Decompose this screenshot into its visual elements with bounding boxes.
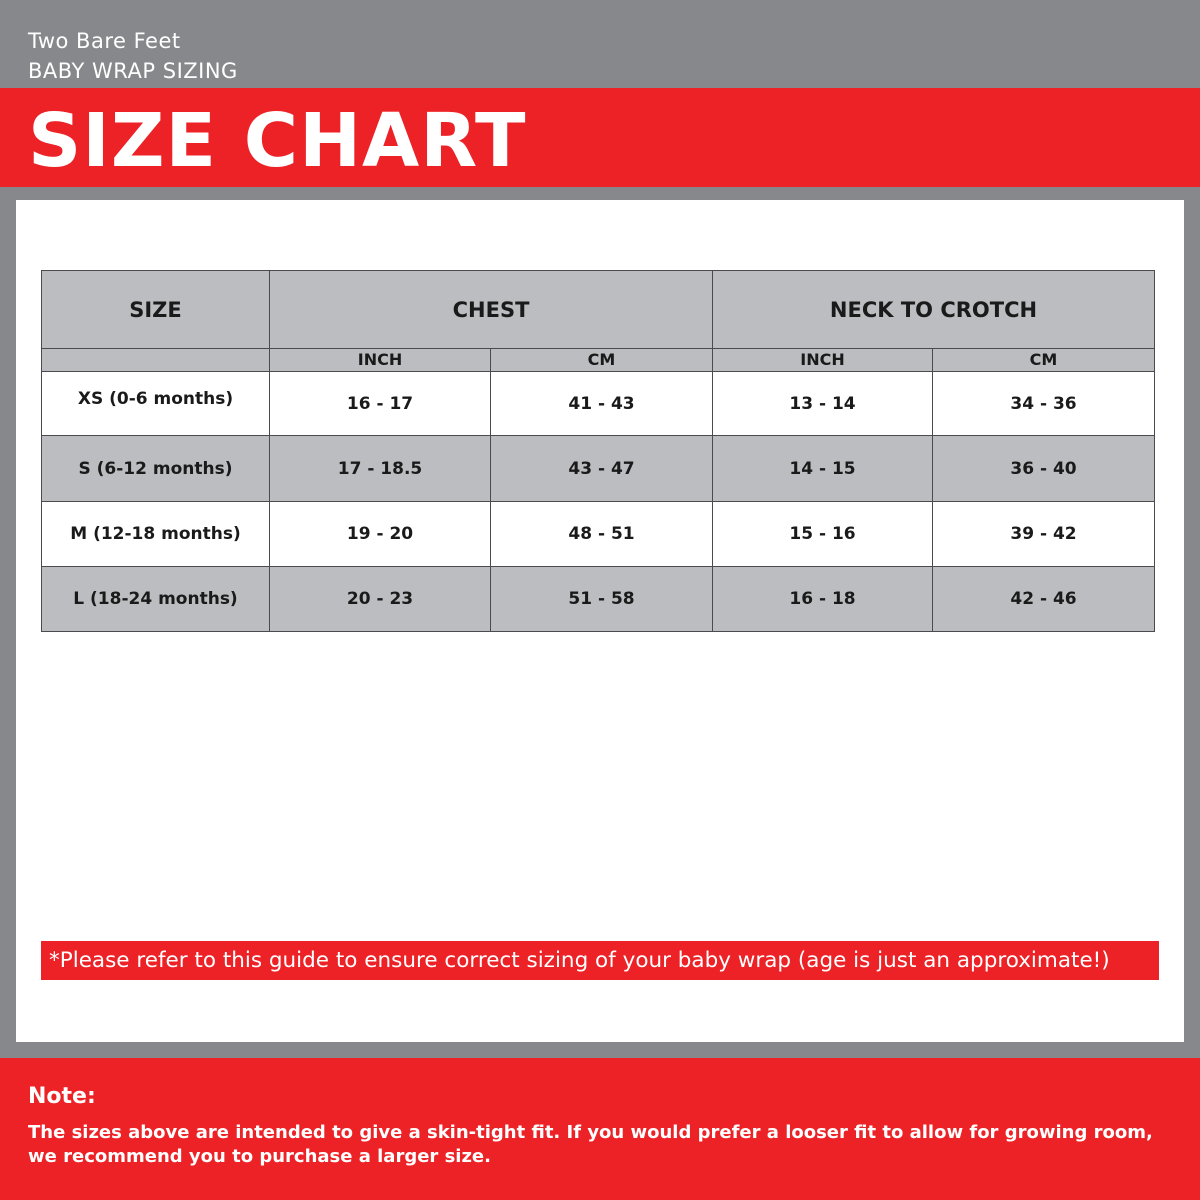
ntc-inch-cell: 13 - 14 [713, 372, 933, 436]
ntc-cm-cell: 42 - 46 [933, 567, 1155, 632]
chest-cm-cell: 48 - 51 [491, 502, 713, 567]
table-unit-row [42, 349, 1155, 372]
header-neck-to-crotch: NECK TO CROTCH [713, 271, 1155, 349]
table-row [42, 502, 1155, 567]
chest-inch-cell: 20 - 23 [270, 567, 491, 632]
ntc-inch-cell: 16 - 18 [713, 567, 933, 632]
unit-ntc-inch: INCH [713, 349, 933, 372]
ntc-cm-cell: 39 - 42 [933, 502, 1155, 567]
note-title: Note: [28, 1084, 96, 1109]
page-title: SIZE CHART [28, 98, 527, 184]
size-cell: M (12-18 months) [42, 502, 270, 567]
note-text: The sizes above are intended to give a skin-tight fit. If you would prefer a looser fit to allow for growing room, we recommend you to purchase a larger size. [28, 1122, 1153, 1167]
chest-inch-cell: 19 - 20 [270, 502, 491, 567]
unit-ntc-cm: CM [933, 349, 1155, 372]
table-row [42, 567, 1155, 632]
size-table [41, 270, 1155, 632]
table-header-row [42, 271, 1155, 349]
size-cell: XS (0-6 months) [42, 372, 270, 436]
chest-cm-cell: 51 - 58 [491, 567, 713, 632]
unit-chest-cm: CM [491, 349, 713, 372]
header-chest: CHEST [270, 271, 713, 349]
brand-subtitle: BABY WRAP SIZING [28, 59, 238, 83]
ntc-cm-cell: 34 - 36 [933, 372, 1155, 436]
unit-empty [42, 349, 270, 372]
chest-inch-cell: 17 - 18.5 [270, 436, 491, 502]
size-cell: L (18-24 months) [42, 567, 270, 632]
ntc-inch-cell: 15 - 16 [713, 502, 933, 567]
header-size: SIZE [42, 271, 270, 349]
ntc-inch-cell: 14 - 15 [713, 436, 933, 502]
brand-name: Two Bare Feet [28, 29, 181, 53]
table-row [42, 436, 1155, 502]
unit-chest-inch: INCH [270, 349, 491, 372]
chest-cm-cell: 41 - 43 [491, 372, 713, 436]
brand-block [28, 26, 238, 86]
chest-cm-cell: 43 - 47 [491, 436, 713, 502]
ntc-cm-cell: 36 - 40 [933, 436, 1155, 502]
size-cell: S (6-12 months) [42, 436, 270, 502]
chest-inch-cell: 16 - 17 [270, 372, 491, 436]
table-row [42, 372, 1155, 436]
sizing-disclaimer: *Please refer to this guide to ensure correct sizing of your baby wrap (age is just an approximate!) [41, 941, 1159, 980]
